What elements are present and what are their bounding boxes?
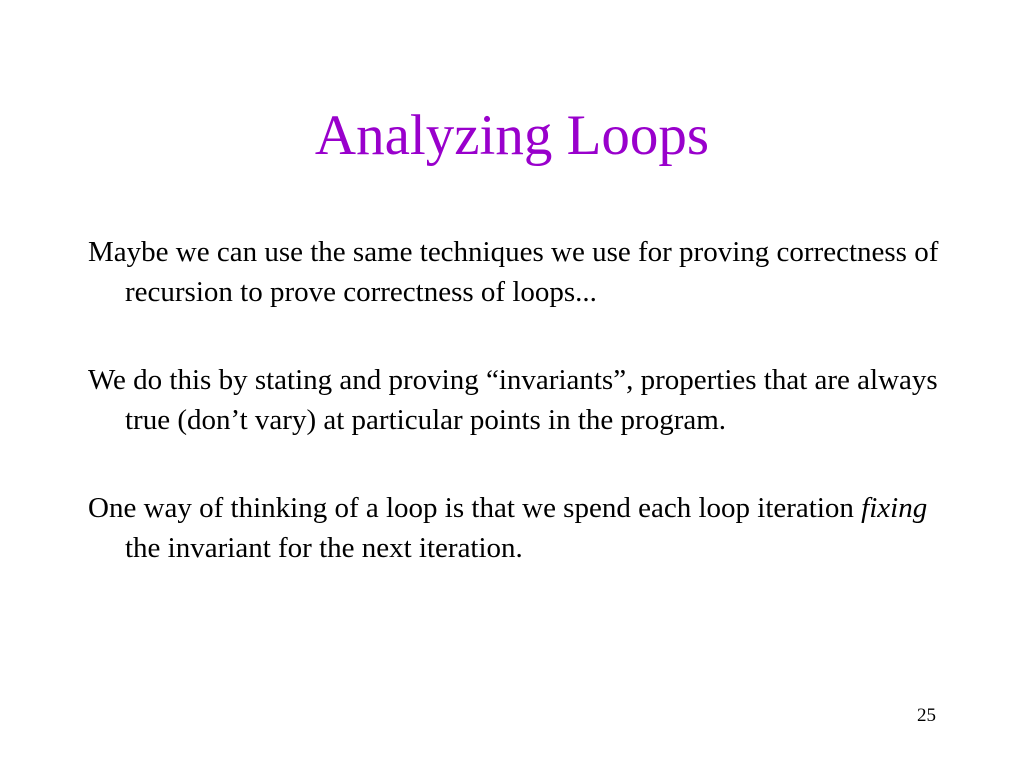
paragraph-3 xyxy=(88,488,958,568)
paragraph-3-emphasis: fixing xyxy=(861,492,928,524)
slide-body xyxy=(88,232,958,616)
paragraph-3-text-after: the invariant for the next iteration. xyxy=(125,532,523,564)
paragraph-1: Maybe we can use the same techniques we use for proving correctness of recursion to prove correctness of loops... xyxy=(88,236,939,308)
paragraph-2: We do this by stating and proving “invariants”, properties that are always true (don’t vary) at particular points in the program. xyxy=(88,364,938,436)
slide-title: Analyzing Loops xyxy=(314,104,710,167)
paragraph-3-text-before: One way of thinking of a loop is that we spend each loop iteration xyxy=(88,492,862,524)
page-number: 25 xyxy=(917,705,936,726)
